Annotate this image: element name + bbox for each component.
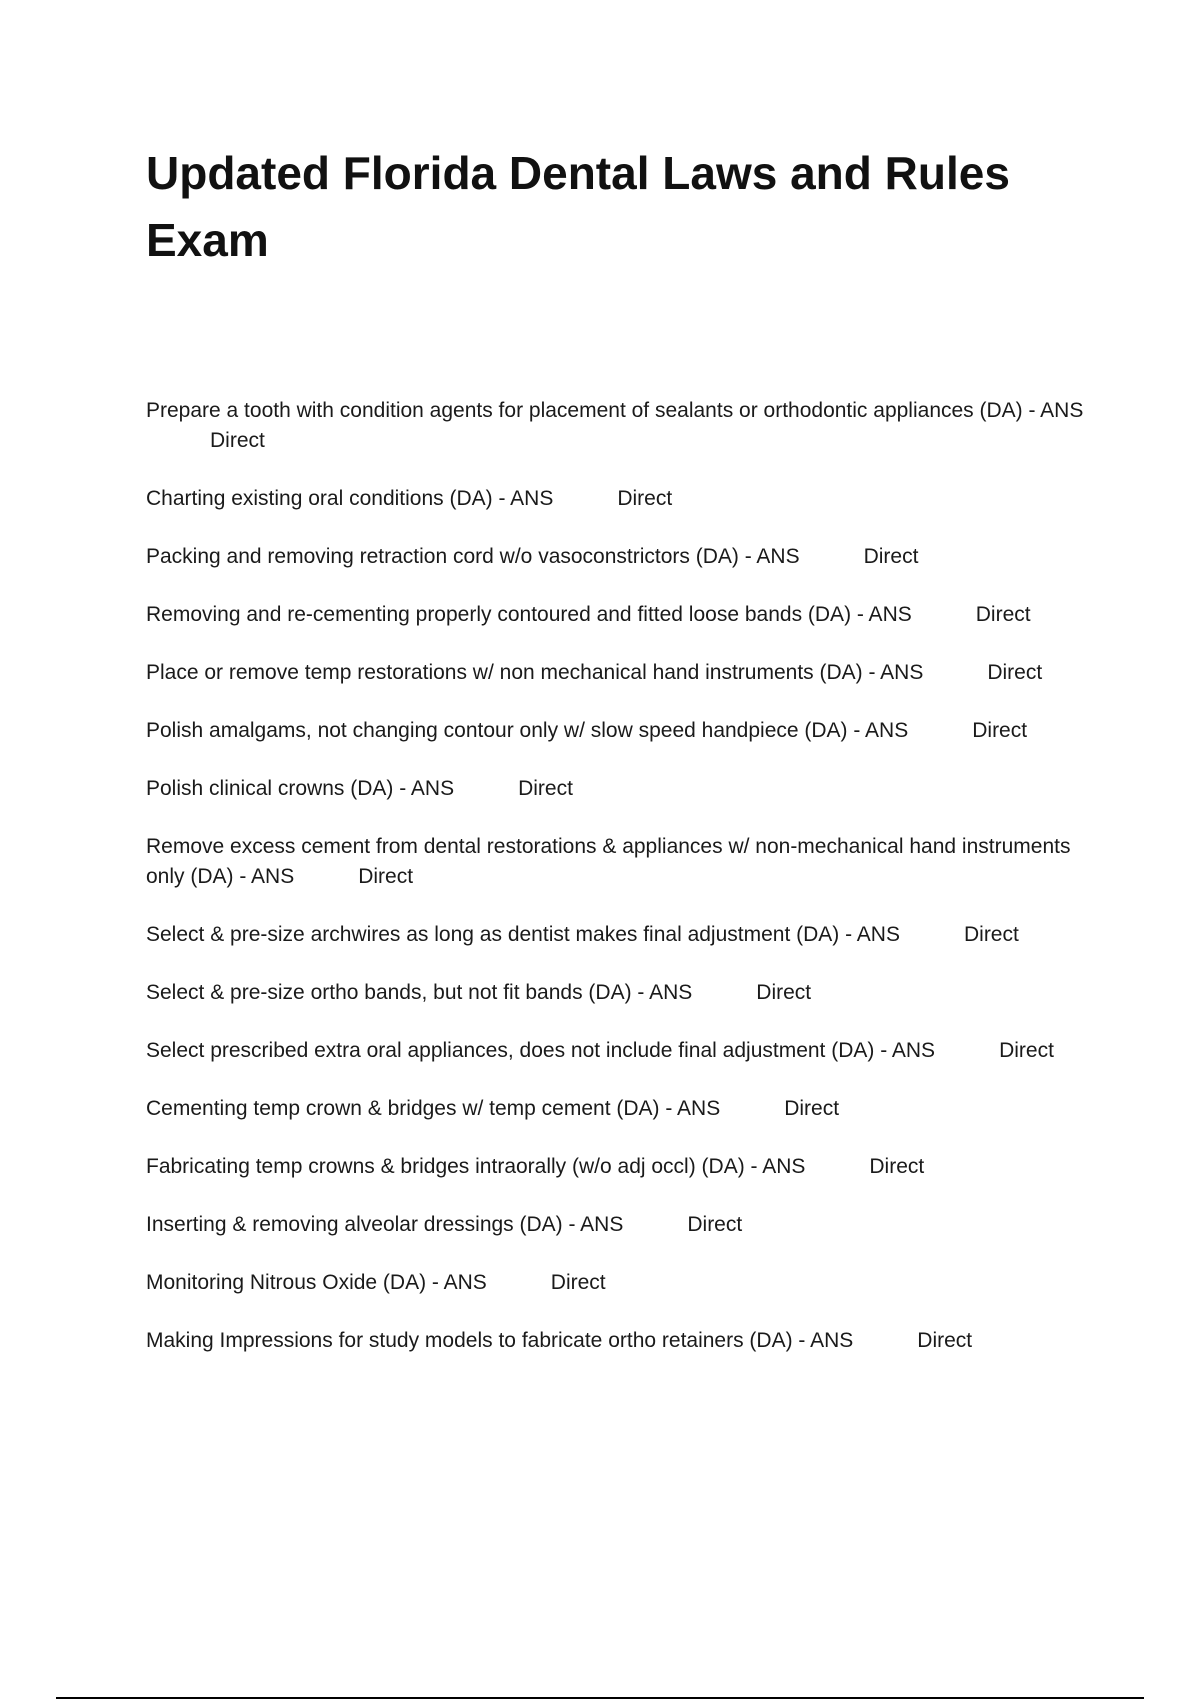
qa-item — [146, 396, 1096, 456]
qa-answer: Direct — [863, 545, 919, 568]
qa-answer: Direct — [972, 719, 1028, 742]
qa-item — [146, 1268, 1096, 1298]
qa-item — [146, 1210, 1096, 1240]
qa-question: Monitoring Nitrous Oxide (DA) - ANS — [146, 1271, 487, 1294]
qa-item — [146, 1326, 1096, 1356]
qa-answer: Direct — [358, 865, 414, 888]
qa-item — [146, 658, 1096, 688]
document-title: Updated Florida Dental Laws and Rules Exam — [146, 147, 1010, 266]
qa-item — [146, 484, 1096, 514]
qa-question: Making Impressions for study models to fabricate ortho retainers (DA) - ANS — [146, 1329, 854, 1352]
qa-item — [146, 920, 1096, 950]
qa-answer: Direct — [756, 981, 812, 1004]
qa-item — [146, 774, 1096, 804]
qa-answer: Direct — [550, 1271, 606, 1294]
qa-question: Select & pre-size ortho bands, but not fit bands (DA) - ANS — [146, 981, 693, 1004]
qa-question: Charting existing oral conditions (DA) - ANS — [146, 487, 554, 510]
qa-answer: Direct — [963, 923, 1019, 946]
qa-list — [146, 396, 1096, 1384]
qa-answer: Direct — [869, 1155, 925, 1178]
qa-item — [146, 716, 1096, 746]
qa-answer: Direct — [518, 777, 573, 800]
qa-question: Place or remove temp restorations w/ non mechanical hand instruments (DA) - ANS — [146, 661, 924, 684]
qa-answer: Direct — [987, 661, 1043, 684]
document-page — [146, 140, 1096, 274]
qa-item — [146, 1152, 1096, 1182]
qa-item — [146, 600, 1096, 630]
qa-answer: Direct — [687, 1213, 743, 1236]
qa-question: Removing and re-cementing properly contoured and fitted loose bands (DA) - ANS — [146, 603, 912, 626]
qa-question: Packing and removing retraction cord w/o vasoconstrictors (DA) - ANS — [146, 545, 800, 568]
qa-question: Select & pre-size archwires as long as dentist makes final adjustment (DA) - ANS — [146, 923, 900, 946]
qa-answer: Direct — [784, 1097, 840, 1120]
qa-question: Polish amalgams, not changing contour only w/ slow speed handpiece (DA) - ANS — [146, 719, 909, 742]
qa-answer: Direct — [999, 1039, 1054, 1062]
footer-divider — [56, 1697, 1144, 1699]
qa-question: Remove excess cement from dental restorations & appliances w/ non-mechanical hand instruments only (DA) - ANS — [146, 835, 1071, 888]
qa-item — [146, 978, 1096, 1008]
qa-question: Inserting & removing alveolar dressings (DA) - ANS — [146, 1213, 624, 1236]
qa-item — [146, 542, 1096, 572]
qa-answer: Direct — [917, 1329, 973, 1352]
qa-item — [146, 1036, 1096, 1066]
qa-question: Cementing temp crown & bridges w/ temp cement (DA) - ANS — [146, 1097, 721, 1120]
qa-question: Polish clinical crowns (DA) - ANS — [146, 777, 455, 800]
qa-question: Prepare a tooth with condition agents for placement of sealants or orthodontic appliances (DA) - ANS — [146, 399, 1084, 422]
qa-answer: Direct — [210, 429, 265, 452]
qa-answer: Direct — [617, 487, 673, 510]
qa-question: Fabricating temp crowns & bridges intraorally (w/o adj occl) (DA) - ANS — [146, 1155, 806, 1178]
qa-answer: Direct — [975, 603, 1031, 626]
qa-item — [146, 1094, 1096, 1124]
qa-question: Select prescribed extra oral appliances, does not include final adjustment (DA) - ANS — [146, 1039, 936, 1062]
qa-item — [146, 832, 1096, 892]
